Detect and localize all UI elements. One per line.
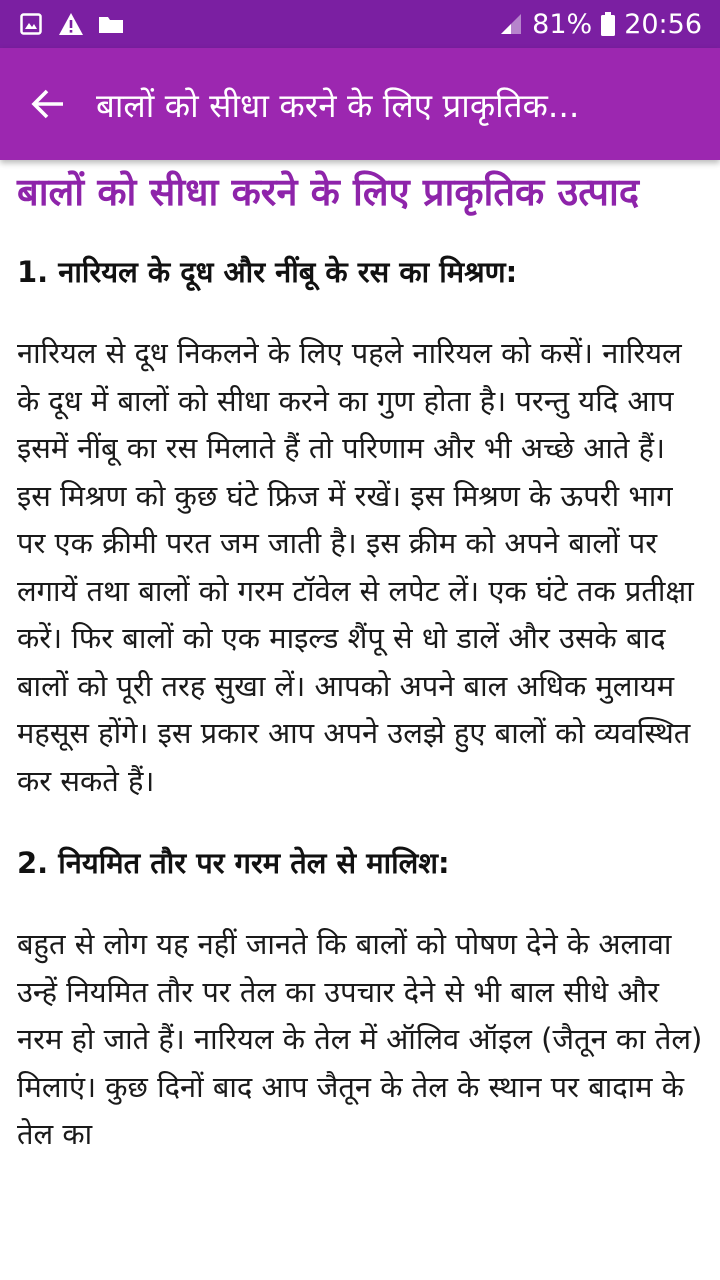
status-bar [0,0,720,48]
section-heading: 1. नारियल के दूध और नींबू के रस का मिश्रण: [17,255,518,289]
section-1 [17,252,706,805]
article-title: बालों को सीधा करने के लिए प्राकृतिक उत्पाद [17,170,640,214]
warning-icon [58,11,84,37]
section-body: नारियल से दूध निकलने के लिए पहले नारियल को कसें। नारियल के दूध में बालों को सीधा करने का गुण होता है। परन्तु यदि आप इसमें नींबू का रस मिलाते हैं तो परिणाम और भी अच्छे आते हैं। इस मिश्रण को कुछ घंटे फ्रिज में रखें। इस मिश्रण के ऊपरी भाग पर एक क्रीमी परत जम जाती है। इस क्रीम को अपने बालों पर लगायें तथा बालों को गरम टॉवेल से लपेट लें। एक घंटे तक प्रतीक्षा करें। फिर बालों को एक माइल्ड शैंपू से धो डालें और उसके बाद बालों को पूरी तरह सुखा लें। आपको अपने बाल अधिक मुलायम महसूस होंगे। इस प्रकार आप अपने उलझे हुए बालों को व्यवस्थित कर सकते हैं। [17,336,694,798]
battery-icon [600,11,616,37]
back-button[interactable] [0,48,96,160]
battery-percent: 81% [532,8,593,40]
article-content[interactable] [0,160,720,1280]
system-status [498,9,702,40]
notification-icons [18,11,124,37]
signal-icon [498,11,524,37]
app-bar [0,48,720,160]
section-body: बहुत से लोग यह नहीं जानते कि बालों को पोषण देने के अलावा उन्हें नियमित तौर पर तेल का उपचार देने से भी बाल सीधे और नरम हो जाते हैं। नारियल के तेल में ऑलिव ऑइल (जैतून का तेल) मिलाएं। कुछ दिनों बाद आप जैतून के तेल के स्थान पर बादाम के तेल का [17,927,703,1151]
image-notification-icon [18,11,44,37]
arrow-left-icon [31,89,65,119]
section-2 [17,843,706,1159]
clock: 20:56 [624,8,702,40]
app-bar-title: बालों को सीधा करने के लिए प्राकृतिक... [96,85,580,125]
folder-icon [98,11,124,37]
section-heading: 2. नियमित तौर पर गरम तेल से मालिश: [17,846,450,880]
